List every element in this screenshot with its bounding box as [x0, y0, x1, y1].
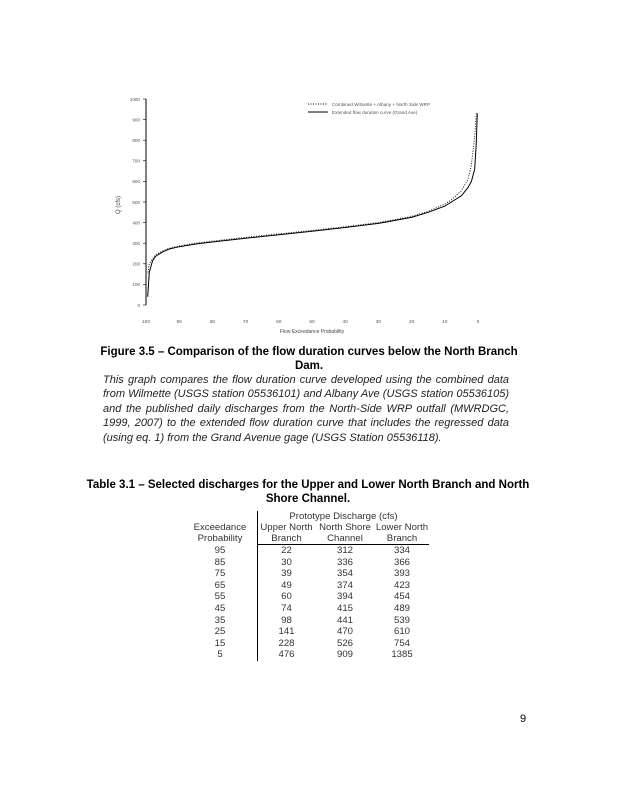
table-cell: 75 [214, 568, 226, 580]
table-cell: 610 [393, 626, 410, 638]
table-cell: 39 [258, 568, 316, 580]
table-cell: 1385 [391, 649, 413, 661]
table-row [183, 580, 429, 592]
table-cell: 526 [336, 637, 353, 649]
y-tick-label: 800 [132, 138, 140, 143]
table-cell: 366 [393, 556, 410, 568]
table-cell: 393 [393, 568, 410, 580]
table-cell: 65 [214, 579, 226, 591]
y-tick-label: 700 [132, 158, 140, 164]
x-tick-label: 80 [209, 320, 216, 325]
table-row [183, 649, 429, 661]
table-cell: 35 [214, 614, 226, 626]
table-cell: 374 [336, 579, 353, 591]
table-cell: 394 [336, 591, 353, 603]
y-tick-label: 1000 [129, 96, 140, 102]
flow-duration-chart [100, 85, 520, 340]
table-row [183, 568, 429, 580]
table-title: Table 3.1 – Selected discharges for the Upper and Lower North Branch and North Shore Channel. [86, 479, 530, 505]
table-cell: 5 [217, 649, 223, 661]
x-tick-label: 90 [176, 320, 182, 325]
x-tick-label: 30 [375, 320, 382, 325]
y-tick-label: 100 [132, 282, 140, 288]
table-cell: 74 [258, 603, 316, 615]
x-tick-label: 60 [276, 320, 282, 325]
table-cell: 754 [393, 637, 410, 649]
y-tick-label: 0 [137, 302, 140, 308]
x-tick-label: 70 [242, 320, 249, 325]
table-cell: 423 [393, 579, 410, 591]
table-cell: 55 [214, 591, 226, 603]
table-row [183, 557, 429, 569]
group-header: Prototype Discharge (cfs) [258, 511, 430, 522]
table-cell: 476 [258, 649, 316, 661]
y-tick-label: 500 [132, 199, 140, 205]
table-cell: 85 [214, 556, 226, 568]
table-row [183, 545, 429, 557]
table-cell: 30 [258, 557, 316, 569]
table-cell: 45 [214, 602, 226, 614]
table-cell: 49 [258, 580, 316, 592]
legend [308, 102, 430, 115]
table-cell: 539 [393, 614, 410, 626]
table-cell: 489 [393, 602, 410, 614]
y-tick-label: 900 [132, 117, 140, 123]
table-cell: 25 [214, 626, 226, 638]
table-cell: 336 [336, 556, 353, 568]
y-axis-label: Q (cfs) [116, 196, 122, 214]
table-cell: 141 [258, 626, 316, 638]
table-cell: 228 [258, 638, 316, 650]
table-row [183, 638, 429, 650]
figure-caption: Figure 3.5 – Comparison of the flow duration curves below the North Branch Dam. [100, 346, 518, 372]
col-header-shore: North Shore Channel [315, 522, 375, 545]
table-row [183, 626, 429, 638]
figure-description: This graph compares the flow duration curve developed using the combined data from Wilmette (USGS station 05536101) and Albany Ave (USGS station 05536105) and the published daily discharges from the North-Side WRP outfall (MWRDGC, 1999, 2007) to the extended flow duration curve that includes the regressed data (using eq. 1) from the Grand Avenue gage (USGS Station 05536118). [103, 374, 509, 444]
table-cell: 354 [336, 568, 353, 580]
x-tick-label: 20 [408, 320, 415, 325]
series-line-1 [148, 113, 477, 274]
y-tick-label: 400 [132, 220, 140, 226]
x-axis-label: Flow Exceedance Probability [279, 329, 345, 335]
x-tick-label: 40 [342, 320, 348, 325]
y-tick-label: 200 [132, 261, 140, 267]
table-cell: 441 [336, 614, 353, 626]
x-tick-label: 50 [309, 320, 315, 325]
table-cell: 22 [258, 545, 316, 557]
table-cell: 312 [336, 545, 353, 556]
x-tick-label: 10 [442, 320, 448, 325]
legend-label-2: Extended flow duration curve (Grand Ave) [332, 110, 418, 115]
legend-label-1: Combined Wilmette + Albany + North Side WRP [332, 102, 431, 107]
x-tick-label: 0 [476, 320, 480, 325]
x-tick-label: 100 [141, 320, 151, 325]
table-cell: 15 [214, 637, 226, 649]
table-cell: 334 [393, 545, 410, 556]
table-row [183, 603, 429, 615]
y-tick-label: 600 [132, 179, 140, 185]
table-cell: 454 [393, 591, 410, 603]
table-cell: 470 [336, 626, 353, 638]
table-cell: 95 [214, 544, 226, 556]
table-cell: 60 [258, 591, 316, 603]
page-number: 9 [520, 713, 527, 725]
table-cell: 98 [258, 615, 316, 627]
y-tick-label: 300 [132, 241, 140, 246]
table-row [183, 615, 429, 627]
table-row [183, 591, 429, 603]
col-header-upper: Upper North Branch [258, 522, 316, 545]
table-cell: 909 [336, 649, 353, 661]
col-header-exceedance: Exceedance Probability [193, 522, 247, 545]
table-cell: 415 [336, 602, 353, 614]
discharge-table [183, 511, 429, 661]
series-line-2 [148, 113, 478, 296]
col-header-lower: Lower North Branch [375, 522, 429, 544]
